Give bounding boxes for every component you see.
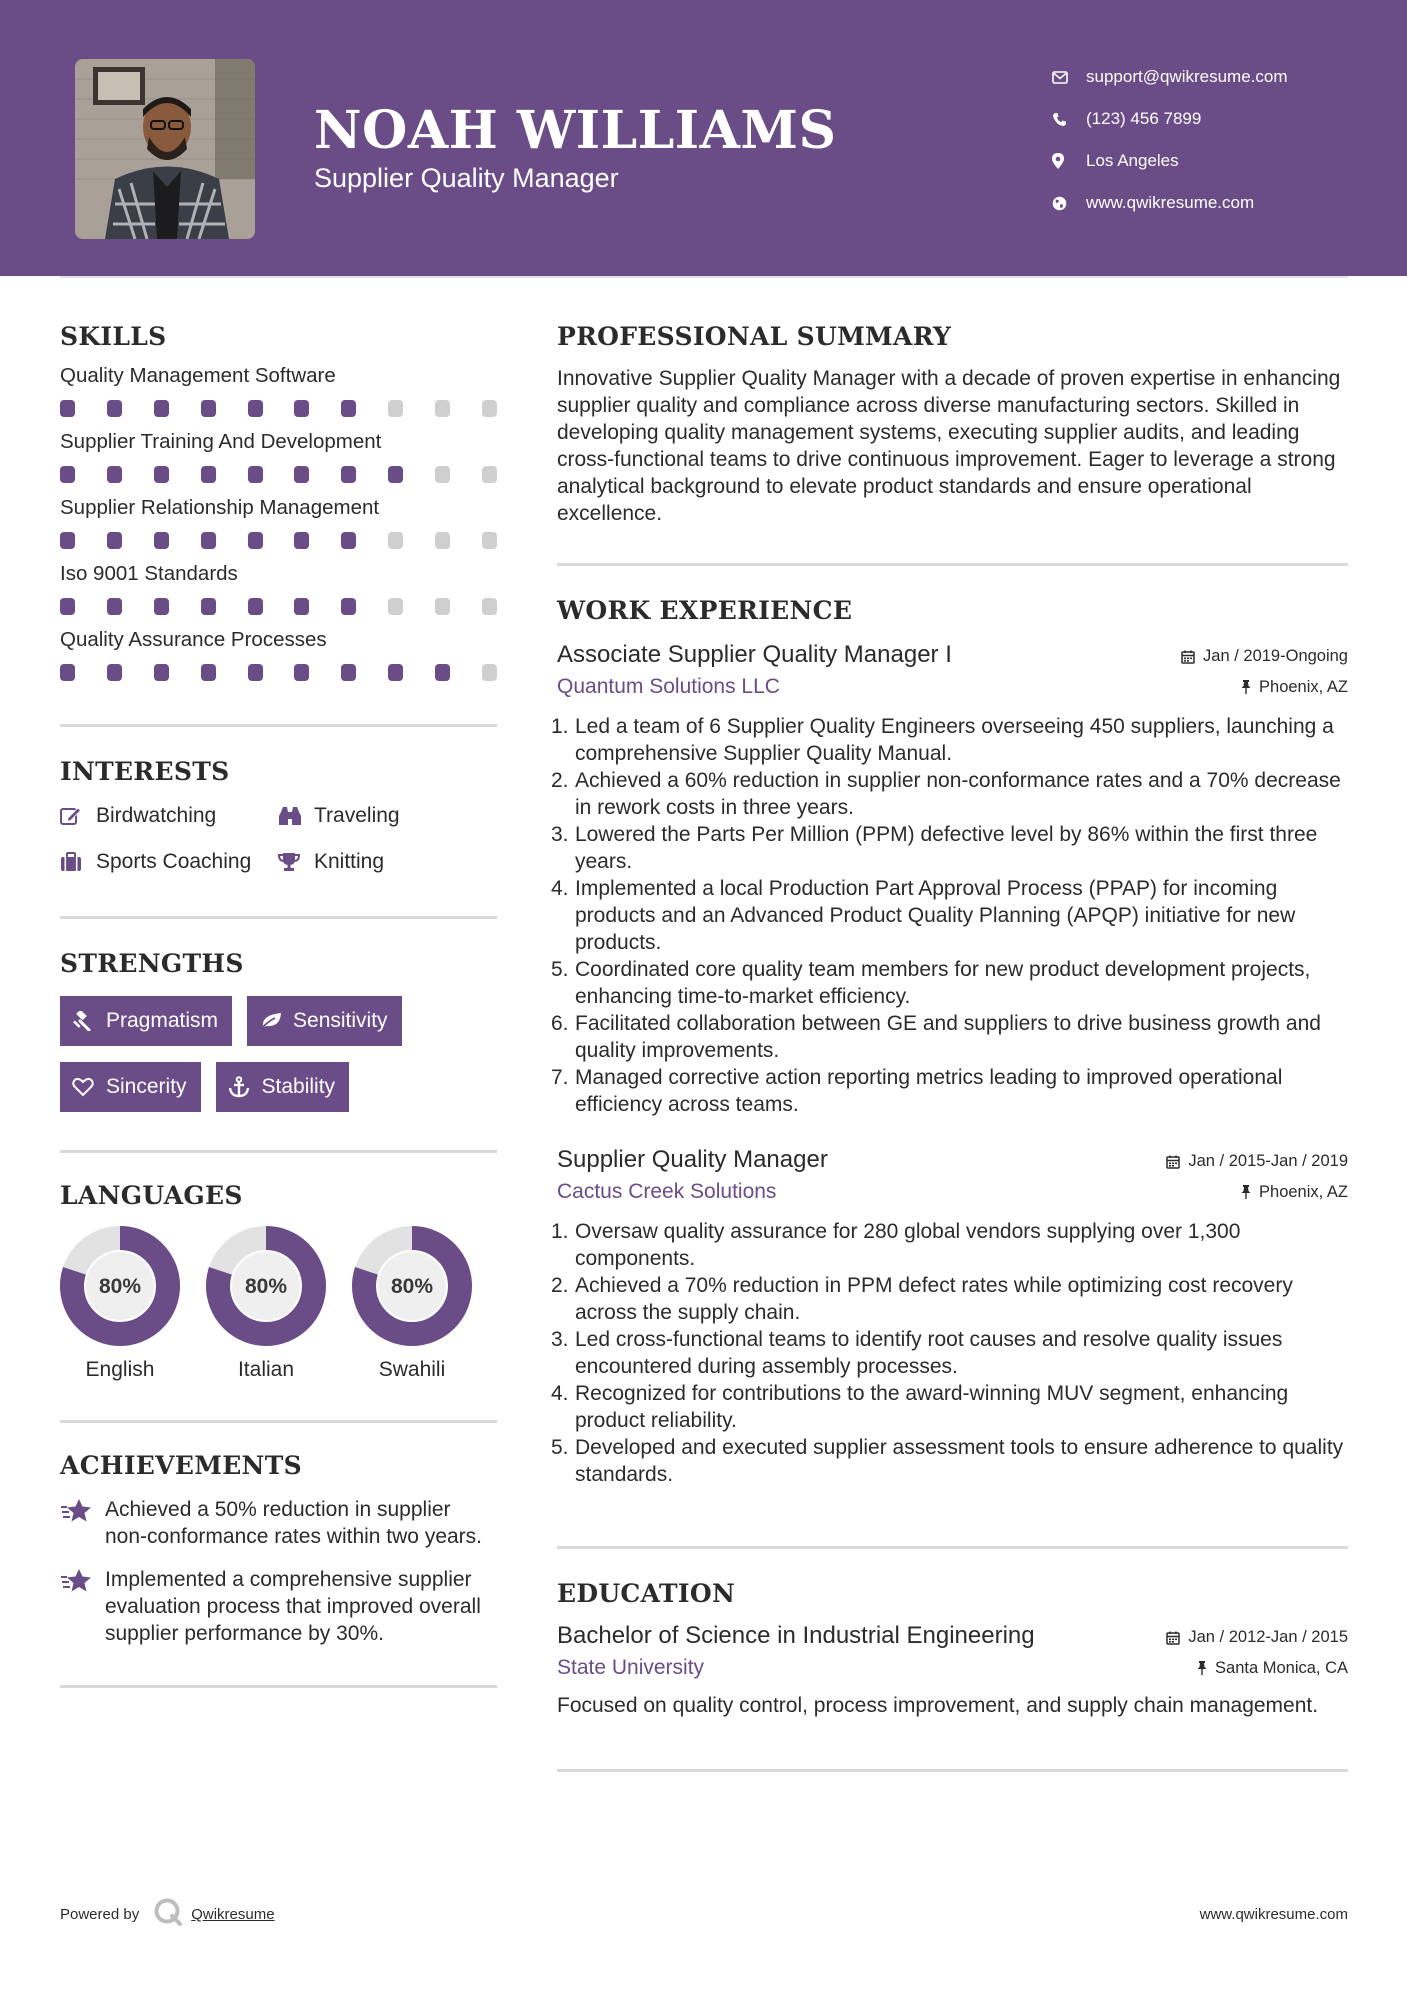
- education-location: [1197, 1659, 1348, 1678]
- rating-dot-filled: [201, 532, 216, 549]
- strengths-list: [60, 996, 497, 1112]
- experience-title: WORK EXPERIENCE: [557, 596, 853, 625]
- rating-dot-empty: [482, 598, 497, 615]
- skills-section: [60, 322, 497, 681]
- strength-tag: [216, 1062, 350, 1112]
- anchor-icon: [228, 1076, 262, 1098]
- rating-dot-filled: [248, 532, 263, 549]
- contact-email-text: support@qwikresume.com: [1086, 67, 1288, 86]
- rating-dot-filled: [341, 466, 356, 483]
- qwikresume-logo-icon: [153, 1897, 183, 1932]
- rating-dot-filled: [154, 664, 169, 681]
- job-location-text: Phoenix, AZ: [1259, 677, 1348, 696]
- candidate-name: NOAH WILLIAMS: [314, 100, 837, 161]
- rating-dot-filled: [154, 466, 169, 483]
- rating-dot-filled: [294, 664, 309, 681]
- language-percent: 80%: [98, 1275, 142, 1298]
- skill-name: Iso 9001 Standards: [60, 562, 238, 585]
- languages-section: [60, 1181, 497, 1382]
- rating-dot-filled: [435, 664, 450, 681]
- degree-title: Bachelor of Science in Industrial Engineering: [557, 1622, 1035, 1649]
- job-bullet: 2. Achieved a 70% reduction in PPM defect rates while optimizing cost recovery across the supply chain.: [551, 1274, 1293, 1324]
- rating-dot-empty: [388, 400, 403, 417]
- company-name: Quantum Solutions LLC: [557, 675, 780, 698]
- strength-label: Sincerity: [106, 1075, 187, 1098]
- achievements-title: ACHIEVEMENTS: [60, 1451, 302, 1480]
- interest-item: [278, 850, 478, 874]
- language-item: [206, 1226, 326, 1382]
- language-ring: [352, 1226, 472, 1346]
- edit-icon: [60, 806, 96, 826]
- job-entry: [551, 1146, 1348, 1488]
- interests-title: INTERESTS: [60, 757, 230, 786]
- rating-dot-empty: [435, 532, 450, 549]
- footer-branding: [60, 1897, 275, 1932]
- resume-header: [0, 0, 1407, 276]
- pushpin-icon: [1241, 680, 1251, 694]
- company-name: Cactus Creek Solutions: [557, 1180, 777, 1203]
- job-dates: [1166, 1152, 1348, 1171]
- skill-rating: [60, 532, 497, 549]
- rating-dot-filled: [201, 598, 216, 615]
- languages-list: [60, 1226, 497, 1382]
- language-item: [352, 1226, 472, 1382]
- skill-rating: [60, 400, 497, 417]
- rating-dot-filled: [107, 400, 122, 417]
- section-divider: [557, 1769, 1348, 1772]
- rating-dot-filled: [60, 664, 75, 681]
- strength-tag: [60, 996, 232, 1046]
- school-name: State University: [557, 1656, 705, 1679]
- section-divider: [557, 1546, 1348, 1549]
- calendar-icon: [1166, 1631, 1180, 1645]
- rating-dot-filled: [107, 532, 122, 549]
- job-dates: [1181, 647, 1348, 666]
- header-divider: [60, 276, 1348, 278]
- rating-dot-filled: [294, 400, 309, 417]
- rating-dot-filled: [201, 664, 216, 681]
- interest-item: [60, 850, 278, 874]
- job-location: [1241, 678, 1348, 697]
- summary-title: PROFESSIONAL SUMMARY: [557, 322, 952, 351]
- skill-name: Quality Assurance Processes: [60, 628, 327, 651]
- job-bullet: 5. Developed and executed supplier assessment tools to ensure adherence to quality standards.: [551, 1436, 1344, 1486]
- language-name: English: [85, 1358, 155, 1381]
- briefcase-icon: [60, 852, 96, 872]
- powered-by-label: Powered by: [60, 1906, 140, 1923]
- calendar-icon: [1181, 650, 1195, 664]
- language-name: Italian: [237, 1358, 295, 1381]
- job-title: Associate Supplier Quality Manager I: [557, 641, 952, 668]
- envelope-icon: [1050, 71, 1086, 84]
- experience-section: [551, 596, 1348, 1488]
- section-divider: [60, 1420, 497, 1423]
- job-bullet: 5. Coordinated core quality team members for new product development projects, enhancing time-to-market efficiency.: [551, 958, 1311, 1008]
- rating-dot-filled: [60, 532, 75, 549]
- skill-item: [60, 628, 497, 681]
- interest-item: [278, 804, 478, 828]
- gavel-icon: [72, 1011, 106, 1031]
- job-bullet: 3. Led cross-functional teams to identify root causes and resolve quality issues encountered during assembly processes.: [551, 1328, 1283, 1378]
- skill-name: Quality Management Software: [60, 364, 336, 387]
- achievement-item: [60, 1496, 497, 1550]
- rating-dot-filled: [201, 400, 216, 417]
- rating-dot-filled: [107, 664, 122, 681]
- left-column: [60, 322, 497, 1688]
- job-dates-text: Jan / 2019-Ongoing: [1203, 647, 1348, 665]
- interests-list: [60, 804, 497, 874]
- job-title: Supplier Quality Manager: [557, 1146, 828, 1173]
- education-location-text: Santa Monica, CA: [1215, 1658, 1348, 1677]
- skill-rating: [60, 598, 497, 615]
- rating-dot-filled: [248, 598, 263, 615]
- interest-item: [60, 804, 278, 828]
- strength-tag: [60, 1062, 201, 1112]
- heart-icon: [72, 1077, 106, 1097]
- education-title: EDUCATION: [557, 1579, 736, 1608]
- star-icon: [60, 1496, 105, 1550]
- contact-location-text: Los Angeles: [1086, 151, 1179, 170]
- rating-dot-empty: [482, 400, 497, 417]
- globe-icon: [1050, 196, 1086, 211]
- language-ring: [206, 1226, 326, 1346]
- contact-phone[interactable]: [1050, 98, 1370, 140]
- rating-dot-filled: [341, 400, 356, 417]
- rating-dot-filled: [60, 400, 75, 417]
- job-location-text: Phoenix, AZ: [1259, 1182, 1348, 1201]
- phone-icon: [1050, 112, 1086, 127]
- education-dates: [1166, 1628, 1348, 1647]
- job-entry: [551, 641, 1348, 1118]
- job-bullet: 4. Implemented a local Production Part Approval Process (PPAP) for incoming products and an Advanced Product Quality Planning (APQP) initiative for new products.: [551, 877, 1296, 954]
- rating-dot-filled: [201, 466, 216, 483]
- rating-dot-filled: [388, 466, 403, 483]
- skill-rating: [60, 466, 497, 483]
- qwikresume-link[interactable]: Qwikresume: [191, 1906, 275, 1923]
- right-column: [551, 322, 1348, 1772]
- interest-label: Sports Coaching: [96, 850, 252, 873]
- rating-dot-empty: [388, 532, 403, 549]
- job-bullet: 7. Managed corrective action reporting metrics leading to improved operational efficiency across teams.: [551, 1066, 1283, 1116]
- strengths-section: [60, 949, 497, 1112]
- rating-dot-empty: [482, 664, 497, 681]
- job-bullets: [551, 1218, 1348, 1488]
- section-divider: [60, 916, 497, 919]
- trophy-icon: [278, 852, 314, 872]
- skill-item: [60, 562, 497, 615]
- strength-label: Stability: [261, 1075, 336, 1098]
- language-item: [60, 1226, 180, 1382]
- rating-dot-filled: [60, 466, 75, 483]
- contact-email[interactable]: [1050, 56, 1370, 98]
- rating-dot-filled: [248, 466, 263, 483]
- rating-dot-filled: [154, 400, 169, 417]
- section-divider: [60, 1150, 497, 1153]
- calendar-icon: [1166, 1155, 1180, 1169]
- rating-dot-empty: [435, 598, 450, 615]
- contact-location: [1050, 140, 1370, 182]
- contact-website[interactable]: [1050, 182, 1370, 224]
- map-pin-icon: [1050, 153, 1086, 169]
- strengths-title: STRENGTHS: [60, 949, 244, 978]
- achievement-item: [60, 1566, 497, 1647]
- achievement-text: Implemented a comprehensive supplier evaluation process that improved overall supplier performance by 30%.: [105, 1568, 481, 1645]
- rating-dot-filled: [294, 466, 309, 483]
- interest-label: Traveling: [314, 804, 400, 827]
- rating-dot-empty: [388, 598, 403, 615]
- skill-name: Supplier Training And Development: [60, 430, 382, 453]
- skill-name: Supplier Relationship Management: [60, 496, 380, 519]
- skills-title: SKILLS: [60, 322, 167, 351]
- rating-dot-filled: [341, 664, 356, 681]
- contact-list: [1050, 56, 1370, 224]
- rating-dot-filled: [388, 664, 403, 681]
- language-name: Swahili: [378, 1358, 446, 1381]
- contact-phone-text: (123) 456 7899: [1086, 109, 1202, 128]
- section-divider: [60, 1685, 497, 1688]
- rating-dot-filled: [107, 598, 122, 615]
- rating-dot-empty: [482, 466, 497, 483]
- job-dates-text: Jan / 2015-Jan / 2019: [1188, 1152, 1348, 1170]
- rating-dot-filled: [341, 532, 356, 549]
- summary-text: Innovative Supplier Quality Manager with a decade of proven expertise in enhancing supplier quality and compliance across diverse manufacturing sectors. Skilled in developing quality management systems, executing supplier audits, and leading cross-functional teams to drive continuous improvement. Eager to leverage a strong analytical background to elevate product standards and ensure operational excellence.: [557, 367, 1341, 525]
- footer-url[interactable]: www.qwikresume.com: [1199, 1906, 1348, 1923]
- rating-dot-filled: [154, 598, 169, 615]
- job-bullet: 6. Facilitated collaboration between GE and suppliers to drive business growth and quality improvements.: [551, 1012, 1321, 1062]
- job-bullet: 1. Led a team of 6 Supplier Quality Engineers overseeing 450 suppliers, launching a comprehensive Supplier Quality Manual.: [551, 715, 1334, 765]
- skill-rating: [60, 664, 497, 681]
- strength-tag: [247, 996, 402, 1046]
- job-bullet: 2. Achieved a 60% reduction in supplier non-conformance rates and a 70% decrease in rework costs in three years.: [551, 769, 1341, 819]
- achievement-text: Achieved a 50% reduction in supplier non-conformance rates within two years.: [105, 1498, 483, 1548]
- leaf-icon: [259, 1012, 293, 1030]
- job-location: [1241, 1183, 1348, 1202]
- rating-dot-filled: [341, 598, 356, 615]
- rating-dot-filled: [294, 532, 309, 549]
- star-icon: [60, 1566, 105, 1647]
- education-section: [557, 1579, 1348, 1719]
- interests-section: [60, 757, 497, 874]
- section-divider: [557, 563, 1348, 566]
- language-percent: 80%: [390, 1275, 434, 1298]
- job-bullet: 4. Recognized for contributions to the award-winning MUV segment, enhancing product reliability.: [551, 1382, 1289, 1432]
- job-bullets: [551, 713, 1348, 1118]
- summary-section: [557, 322, 1348, 527]
- rating-dot-empty: [435, 400, 450, 417]
- rating-dot-filled: [248, 664, 263, 681]
- skill-item: [60, 364, 497, 417]
- job-bullet: 3. Lowered the Parts Per Million (PPM) defective level by 86% within the first three years.: [551, 823, 1318, 873]
- strength-label: Sensitivity: [293, 1009, 388, 1032]
- pushpin-icon: [1241, 1185, 1251, 1199]
- education-entry: [557, 1622, 1348, 1719]
- interest-label: Birdwatching: [96, 804, 217, 827]
- languages-title: LANGUAGES: [60, 1181, 243, 1210]
- skill-item: [60, 496, 497, 549]
- pushpin-icon: [1197, 1661, 1207, 1675]
- education-description: Focused on quality control, process improvement, and supply chain management.: [557, 1694, 1319, 1717]
- rating-dot-filled: [154, 532, 169, 549]
- strength-label: Pragmatism: [106, 1009, 219, 1032]
- rating-dot-filled: [107, 466, 122, 483]
- rating-dot-filled: [294, 598, 309, 615]
- rating-dot-empty: [482, 532, 497, 549]
- skills-list: [60, 364, 497, 681]
- profile-photo: [75, 59, 255, 239]
- language-percent: 80%: [244, 1275, 288, 1298]
- job-bullet: 1. Oversaw quality assurance for 280 global vendors supplying over 1,300 components.: [551, 1220, 1241, 1270]
- rating-dot-filled: [248, 400, 263, 417]
- skill-item: [60, 430, 497, 483]
- binoculars-icon: [278, 806, 314, 826]
- rating-dot-empty: [435, 466, 450, 483]
- rating-dot-filled: [60, 598, 75, 615]
- interest-label: Knitting: [314, 850, 385, 873]
- contact-website-text: www.qwikresume.com: [1086, 193, 1255, 212]
- candidate-role: Supplier Quality Manager: [314, 163, 619, 193]
- language-ring: [60, 1226, 180, 1346]
- section-divider: [60, 724, 497, 727]
- achievements-section: [60, 1451, 497, 1647]
- education-dates-text: Jan / 2012-Jan / 2015: [1188, 1628, 1348, 1646]
